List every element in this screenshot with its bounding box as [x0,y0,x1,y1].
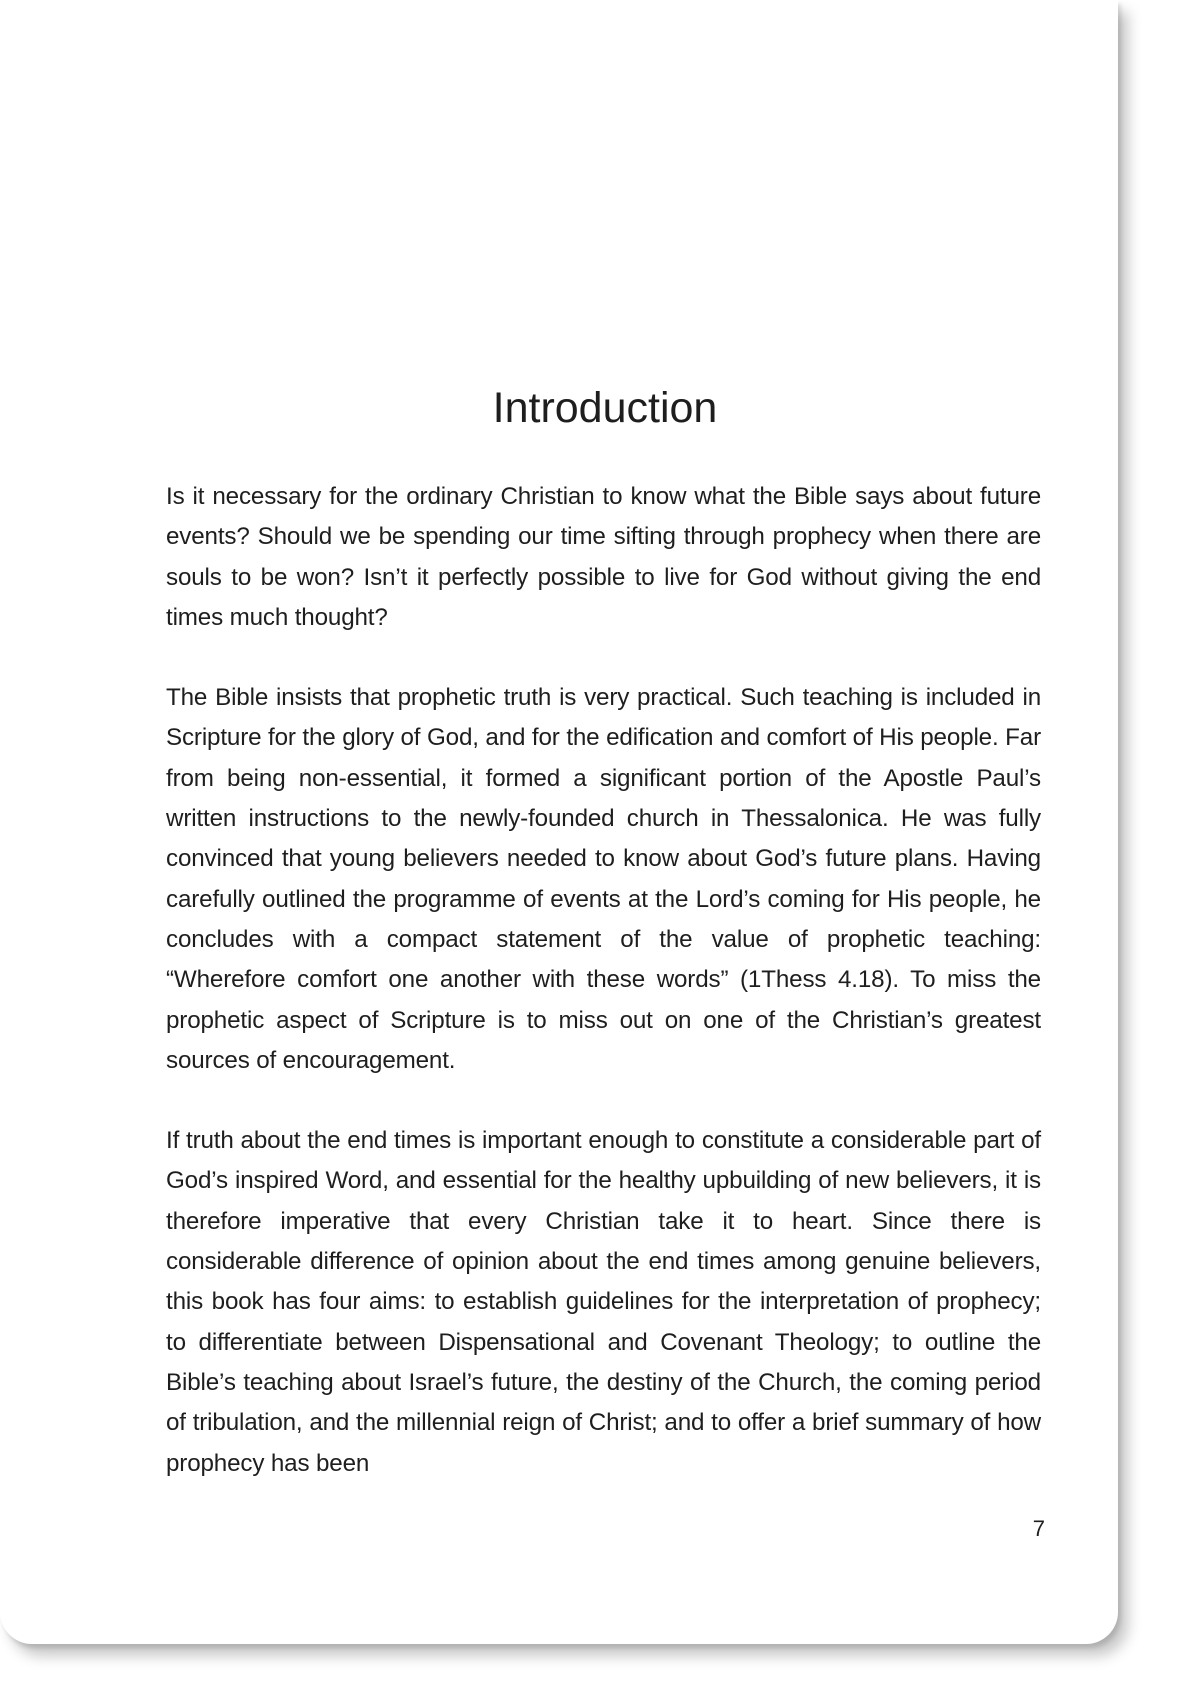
paragraph-3: If truth about the end times is important enough to constitute a considerable part of God’s inspired Word, and essential for the healthy upbuilding of new believers, it is therefore imperative that every Christian take it to heart. Since there is considerable difference of opinion about the end times among genuine believers, this book has four aims: to establish guidelines for the interpretation of prophecy; to differentiate between Dispensational and Covenant Theology; to outline the Bible’s teaching about Israel’s future, the destiny of the Church, the coming period of tribulation, and the millennial reign of Christ; and to offer a brief summary of how prophecy has been [166,1127,1041,1477]
page-title: Introduction [492,384,718,432]
page-number: 7 [1032,1516,1045,1541]
paragraph-2: The Bible insists that prophetic truth is very practical. Such teaching is included in Scripture for the glory of God, and for the edification and comfort of His people. Far from being non-essential, it formed a significant portion of the Apostle Paul’s written instructions to the newly-founded church in Thessalonica. He was fully convinced that young believers needed to know about God’s future plans. Having carefully outlined the programme of events at the Lord’s coming for His people, he concludes with a compact statement of the value of prophetic teaching: “Wherefore comfort one another with these words” (1Thess 4.18). To miss the prophetic aspect of Scripture is to miss out on one of the Christian’s greatest sources of encouragement. [166,684,1041,1074]
body-text [166,477,1041,1484]
paragraph-1: Is it necessary for the ordinary Christian to know what the Bible says about future events? Should we be spending our time sifting through prophecy when there are souls to be won? Isn’t it perfectly possible to live for God without giving the end times much thought? [166,483,1041,631]
